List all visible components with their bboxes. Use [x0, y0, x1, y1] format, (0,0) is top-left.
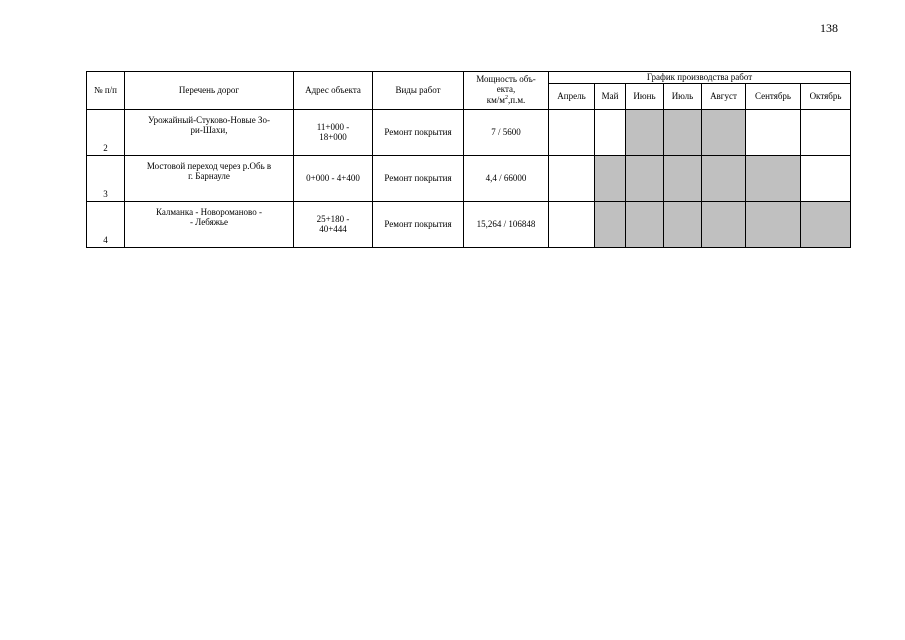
row-address-line1: 25+180 - [316, 213, 350, 224]
row-address-line2: 18+000 [319, 131, 347, 142]
schedule-cell [801, 156, 851, 202]
row-road-line1: Урожайный-Стуково-Новые Зо- [148, 115, 270, 125]
schedule-cell [746, 110, 801, 156]
header-month: Апрель [549, 84, 595, 110]
row-capacity: 7 / 5600 [464, 110, 549, 156]
schedule-cell [746, 202, 801, 248]
schedule-cell [595, 202, 626, 248]
row-road [125, 156, 294, 202]
row-work: Ремонт покрытия [373, 110, 464, 156]
row-road [125, 110, 294, 156]
table-row [87, 110, 851, 156]
header-num: № п/п [87, 72, 125, 110]
schedule-cell [664, 202, 702, 248]
schedule-cell [549, 202, 595, 248]
row-work: Ремонт покрытия [373, 202, 464, 248]
row-num: 3 [87, 156, 125, 202]
header-month: Октябрь [801, 84, 851, 110]
schedule-cell [664, 156, 702, 202]
header-capacity-line2: екта, [496, 84, 516, 95]
table-row [87, 202, 851, 248]
header-capacity-line3a: км/м [486, 94, 505, 105]
row-work: Ремонт покрытия [373, 156, 464, 202]
schedule-cell [626, 202, 664, 248]
schedule-cell [702, 110, 746, 156]
row-num: 4 [87, 202, 125, 248]
header-month: Май [595, 84, 626, 110]
schedule-cell [626, 156, 664, 202]
header-month: Июль [664, 84, 702, 110]
schedule-cell [801, 110, 851, 156]
schedule-cell [626, 110, 664, 156]
schedule-cell [595, 110, 626, 156]
header-capacity-sup: 2 [505, 94, 508, 101]
header-capacity-line3b: ,п.м. [508, 94, 526, 105]
row-road-line2: г. Барнауле [188, 170, 230, 181]
schedule-cell [746, 156, 801, 202]
road-repair-schedule-table [86, 71, 851, 248]
schedule-cell [549, 110, 595, 156]
row-capacity: 4,4 / 66000 [464, 156, 549, 202]
header-work: Виды работ [373, 72, 464, 110]
row-road-line1: Калманка - Новоромановo - [155, 207, 263, 217]
header-month: Август [702, 84, 746, 110]
header-month: Сентябрь [746, 84, 801, 110]
header-month: Июнь [626, 84, 664, 110]
schedule-cell [549, 156, 595, 202]
header-capacity-line1: Мощность объ- [476, 74, 536, 85]
schedule-cell [801, 202, 851, 248]
schedule-cell [595, 156, 626, 202]
row-road-line1: Мостовой переход через р.Обь в [146, 161, 272, 171]
row-num: 2 [87, 110, 125, 156]
header-road: Перечень дорог [125, 72, 294, 110]
row-address-line1: 0+000 - 4+400 [306, 172, 360, 183]
row-address-line2: 40+444 [319, 223, 347, 234]
row-address [294, 110, 373, 156]
header-schedule: График производства работ [549, 72, 851, 84]
header-address: Адрес объекта [294, 72, 373, 110]
table-row [87, 156, 851, 202]
row-address [294, 156, 373, 202]
page-number: 138 [820, 21, 838, 35]
schedule-cell [702, 202, 746, 248]
row-road [125, 202, 294, 248]
row-address [294, 202, 373, 248]
row-capacity: 15,264 / 106848 [464, 202, 549, 248]
row-road-line2: - Лебяжье [189, 216, 229, 227]
schedule-cell [664, 110, 702, 156]
schedule-cell [702, 156, 746, 202]
header-capacity [464, 72, 549, 110]
row-road-line2: ри-Шахи, [190, 124, 228, 135]
row-address-line1: 11+000 - [316, 121, 350, 132]
